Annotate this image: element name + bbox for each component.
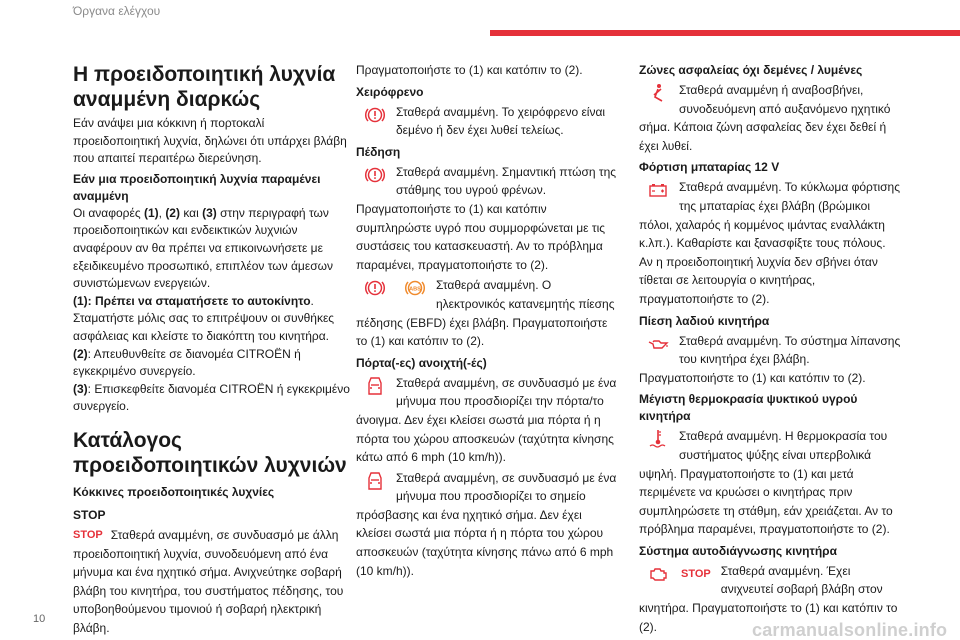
reference-1: (1): Πρέπει να σταματήσετε το αυτοκίνητο. Σταματήστε μόλις σας το επιτρέψουν οι συνθήκες ασφάλειας και κλείστε το διακόπτη του κινητήρα. bbox=[73, 293, 335, 343]
handbrake-entry bbox=[356, 103, 618, 140]
intro-action-text: Πραγματοποιήστε το (1) και κατόπιν το (2). bbox=[356, 63, 583, 77]
subheading-red-lights: Κόκκινες προειδοποιητικές λυχνίες bbox=[73, 484, 275, 499]
braking-entry bbox=[356, 163, 618, 275]
column-2 bbox=[356, 62, 618, 580]
battery-icon bbox=[647, 179, 669, 201]
reference-2: (2): Απευθυνθείτε σε διανομέα CITROËN ή εγκεκριμένο συνεργείο. bbox=[73, 346, 301, 379]
door-text-2: Σταθερά αναμμένη, σε συνδυασμό με ένα μήνυμα που προσδιορίζει το σημείο πρόσβασης και ένα ηχητικό σήμα. Δεν έχει κλείσει σωστά μια πόρτα ή η πόρτα του χώρου αποσκευών (ταχύτητα κίνησης πάνω από 6 mph (10 km/h)). bbox=[356, 470, 617, 578]
handbrake-text: Σταθερά αναμμένη. Το χειρόφρενο είναι δεμένο ή δεν έχει λυθεί τελείως. bbox=[396, 104, 606, 138]
door-open-icon bbox=[364, 375, 386, 397]
section-heading-list: Κατάλογος προειδοποιητικών λυχνιών bbox=[73, 428, 347, 477]
subheading-handbrake: Χειρόφρενο bbox=[356, 84, 424, 99]
reference-3: (3): Επισκεφθείτε διανομέα CITROËN ή εγκεκριμένο συνεργείο. bbox=[73, 381, 350, 414]
battery-entry bbox=[639, 178, 901, 308]
ebfd-entry bbox=[356, 276, 618, 350]
stop-icon: STOP bbox=[73, 528, 103, 541]
door-open-icon bbox=[364, 470, 386, 492]
seatbelt-text: Σταθερά αναμμένη ή αναβοσβήνει, συνοδευόμενη από αυξανόμενο ηχητικό σήμα. Κάποια ζώνη ασφαλείας δεν έχει δεθεί ή έχει λυθεί. bbox=[639, 83, 891, 153]
brake-warning-icon bbox=[364, 104, 386, 126]
coolant-text: Σταθερά αναμμένη. Η θερμοκρασία του συστήματος ψύξης είναι υπερβολικά υψηλή. Πραγματοποιήστε το (1) και μετά περιμένετε να κρυώσει ο κινητήρας πριν συμπληρώσετε τη στάθμη, εάν χρειάζεται. Αν το πρόβλημα παραμένει, πραγματοποιήστε το (2). bbox=[639, 429, 893, 537]
oil-can-icon bbox=[647, 333, 669, 355]
subheading-coolant: Μέγιστη θερμοκρασία ψυκτικού υγρού κινητήρα bbox=[639, 392, 858, 424]
subheading-diagnosis: Σύστημα αυτοδιάγνωσης κινητήρα bbox=[639, 543, 837, 558]
door-entry-2 bbox=[356, 469, 618, 581]
stop-entry bbox=[73, 526, 350, 638]
subheading-battery: Φόρτιση μπαταρίας 12 V bbox=[639, 160, 780, 175]
stop-icon: STOP bbox=[681, 567, 711, 580]
diagnosis-text: Σταθερά αναμμένη. Έχει ανιχνευτεί σοβαρή βλάβη στον κινητήρα. Πραγματοποιήστε το (1) και κατόπιν το (2). bbox=[639, 563, 898, 634]
abs-icon bbox=[404, 277, 426, 299]
ebfd-text: Σταθερά αναμμένη. Ο ηλεκτρονικός κατανεμητής πίεσης πέδησης (EBFD) έχει βλάβη. Πραγματοποιήστε το (1) και κατόπιν το (2). bbox=[356, 278, 615, 349]
subheading-seatbelt: Ζώνες ασφαλείας όχι δεμένες / λυμένες bbox=[639, 63, 863, 77]
subheading: Εάν μια προειδοποιητική λυχνία παραμένει αναμμένη bbox=[73, 171, 321, 203]
header-accent-bar bbox=[490, 30, 960, 36]
coolant-temp-icon bbox=[647, 428, 669, 450]
seatbelt-entry bbox=[639, 81, 901, 155]
intro-text: Εάν ανάψει μια κόκκινη ή πορτοκαλί προειδοποιητική λυχνία, δηλώνει ότι υπάρχει βλάβη που απαιτεί περαιτέρω διερεύνηση. bbox=[73, 116, 347, 166]
column-3 bbox=[639, 62, 901, 636]
engine-icon bbox=[647, 563, 669, 585]
door-text-1: Σταθερά αναμμένη, σε συνδυασμό με ένα μήνυμα που προσδιορίζει την πόρτα/το άνοιγμα. Δεν έχει κλείσει σωστά μια πόρτα ή η πόρτα του χώρου αποσκευών (ταχύτητα κίνησης κάτω από 6 mph (10 km/h)). bbox=[356, 375, 617, 465]
stop-text: Σταθερά αναμμένη, σε συνδυασμό με άλλη προειδοποιητική λυχνία, συνοδευόμενη από ένα μήνυμα και ένα ηχητικό σήμα. Ανιχνεύτηκε σοβαρή βλάβη του κινητήρα, του συστήματος πέδησης, του υποβοηθούμενου τιμονιού ή σοβαρή ηλεκτρική βλάβη. bbox=[73, 527, 344, 635]
seatbelt-icon bbox=[647, 82, 669, 104]
page-header-title: Όργανα ελέγχου bbox=[73, 4, 161, 18]
section-heading: Η προειδοποιητική λυχνία αναμμένη διαρκώς bbox=[73, 63, 336, 111]
column-1 bbox=[73, 62, 350, 637]
oil-text: Σταθερά αναμμένη. Το σύστημα λίπανσης του κινητήρα έχει βλάβη. Πραγματοποιήστε το (1) και κατόπιν το (2). bbox=[639, 333, 901, 385]
watermark: carmanualsonline.info bbox=[752, 620, 948, 640]
brake-warning-icon bbox=[364, 277, 386, 299]
subheading-stop: STOP bbox=[73, 507, 106, 522]
brake-warning-icon bbox=[364, 164, 386, 186]
svg-text:ABS: ABS bbox=[409, 286, 421, 293]
oil-entry bbox=[639, 332, 901, 388]
references-text: Οι αναφορές (1), (2) και (3) στην περιγραφή των προειδοποιητικών και ενδεικτικών λυχνιών αναφέρουν αν θα πρέπει να επικοινωνήσετε με εξειδικευμένο προσωπικό, επιπλέον των άμεσων συνιστώμενων ενεργειών. bbox=[73, 205, 333, 291]
subheading-oil: Πίεση λαδιού κινητήρα bbox=[639, 313, 770, 328]
subheading-doors: Πόρτα(-ες) ανοιχτή(-ές) bbox=[356, 355, 487, 370]
page-number: 10 bbox=[33, 613, 46, 625]
braking-text: Σταθερά αναμμένη. Σημαντική πτώση της στάθμης του υγρού φρένων. Πραγματοποιήστε το (1) και κατόπιν συμπληρώστε υγρό που συμμορφώνεται με τις συστάσεις του κατασκευαστή. Αν το πρόβλημα παραμένει, πραγματοποιήστε το (2). bbox=[356, 164, 617, 272]
battery-text: Σταθερά αναμμένη. Το κύκλωμα φόρτισης της μπαταρίας έχει βλάβη (βρώμικοι πόλοι, χαλαρός ή κομμένος ιμάντας εναλλάκτη κ.λπ.). Καθαρίστε και ξανασφίξτε τους πόλους. Αν η προειδοποιητική λυχνία δεν σβήνει όταν τίθεται σε λειτουργία ο κινητήρας, πραγματοποιήστε το (2). bbox=[639, 180, 900, 306]
coolant-entry bbox=[639, 427, 901, 539]
door-entry-1 bbox=[356, 374, 618, 467]
subheading-braking: Πέδηση bbox=[356, 144, 401, 159]
